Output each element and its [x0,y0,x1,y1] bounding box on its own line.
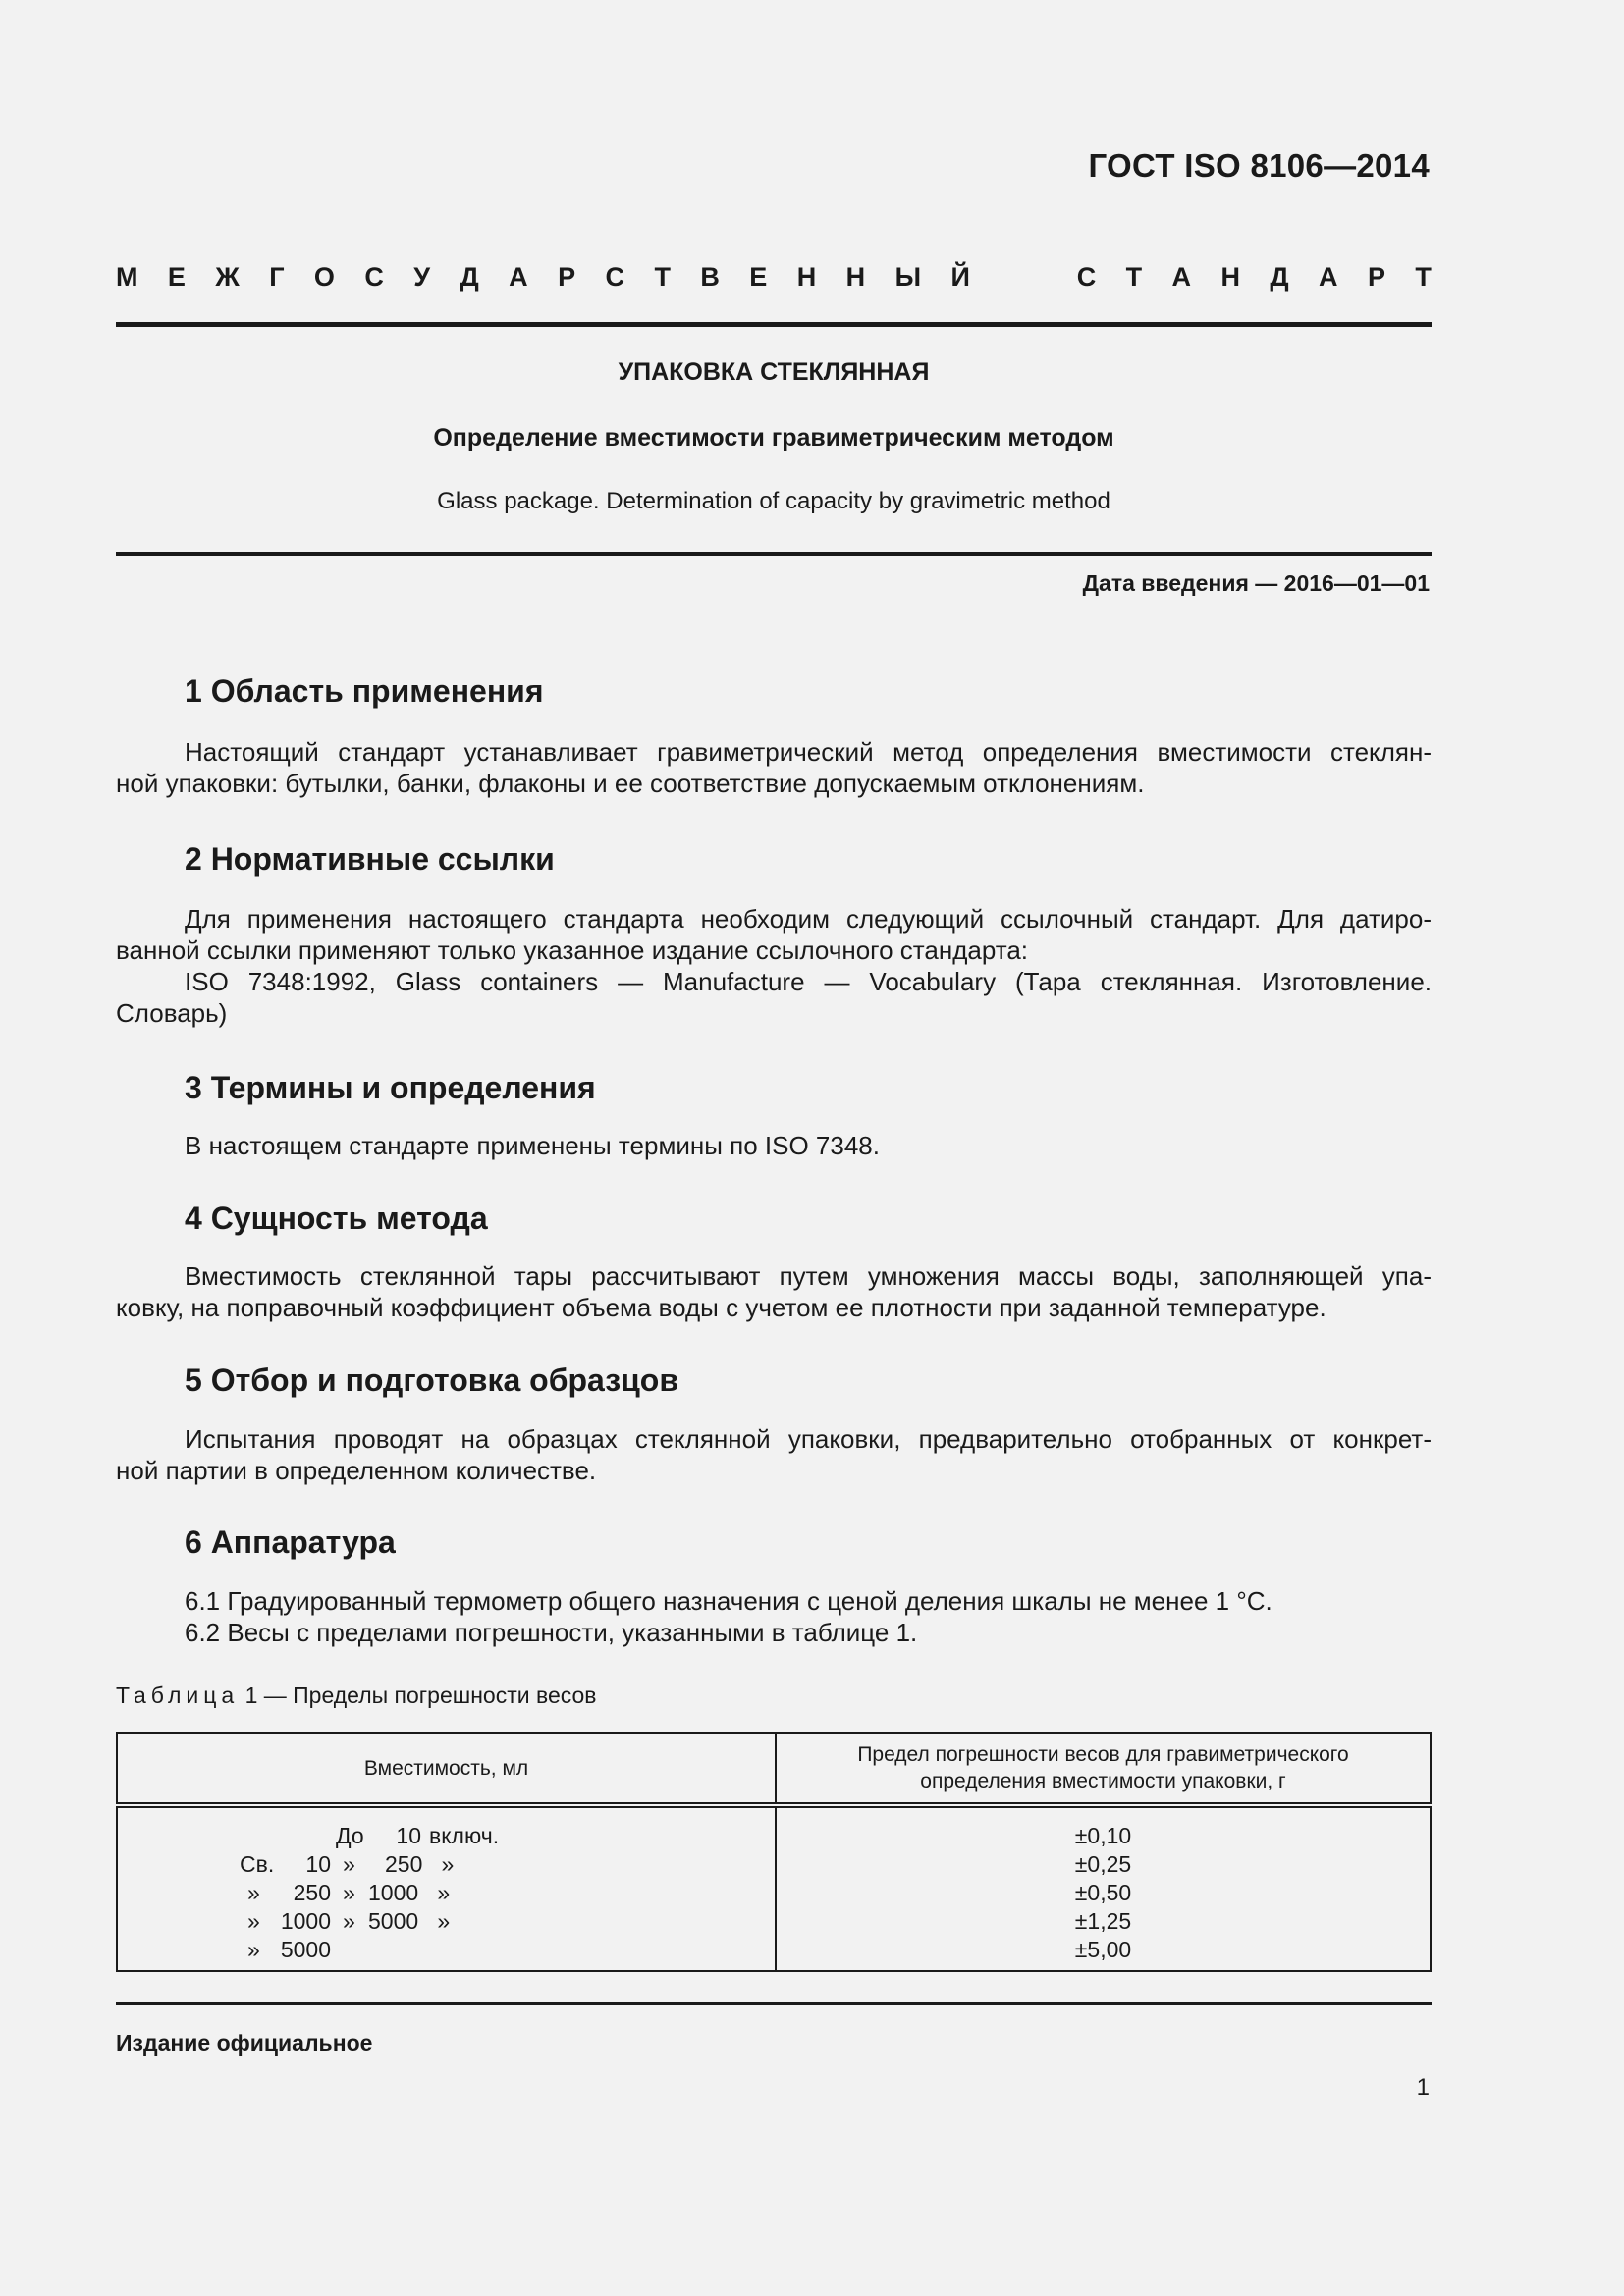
section-2-line-2: ванной ссылки применяют только указанное издание ссылочного стандарта: [116,935,1029,965]
section-2-text [116,903,1432,1029]
section-5-heading: 5 Отбор и подготовка образцов [185,1362,678,1398]
section-1-line-2: ной упаковки: бутылки, банки, флаконы и ее соответствие допускаемым отклонениям. [116,769,1145,798]
section-5-text [116,1423,1432,1486]
section-6-heading: 6 Аппаратура [185,1524,396,1560]
banner-letter: Й [950,262,970,292]
section-6-text [116,1585,1432,1648]
banner-letter: Ы [894,262,922,292]
capacity-value: » [343,1908,355,1934]
banner-letter: Т [654,262,671,292]
banner-letter: А [509,262,528,292]
capacity-value: 5000 [280,1937,331,1962]
capacity-value: 10 [305,1851,331,1877]
capacity-ranges [118,1808,775,1964]
banner-letter: Т [1415,262,1432,292]
capacity-row [118,1907,775,1936]
table-caption-text: 1 — Пределы погрешности весов [239,1682,597,1708]
section-1-line-1: Настоящий стандарт устанавливает гравиметрический метод определения вместимости стеклян- [185,737,1432,767]
capacity-value: 10 [396,1823,421,1848]
capacity-value: 5000 » [368,1908,451,1934]
section-4-heading: 4 Сущность метода [185,1201,488,1236]
tolerance-value: ±5,00 [1074,1937,1132,1962]
capacity-value: 250 » [385,1851,455,1877]
capacity-value: 250 [293,1880,331,1905]
banner-letter: С [1076,262,1097,292]
section-3-line-1: В настоящем стандарте применены термины по ISO 7348. [185,1131,880,1160]
banner-letter: С [364,262,384,292]
capacity-row [118,1936,775,1964]
page-number: 1 [1416,2074,1430,2101]
tolerance-value: ±0,25 [1074,1851,1132,1877]
section-2-heading: 2 Нормативные ссылки [185,841,555,877]
banner-letter: Ж [215,262,240,292]
tolerance-values [777,1808,1430,1964]
capacity-value: » [247,1937,260,1962]
banner-letter: Г [269,262,285,292]
table-header-capacity: Вместимость, мл [117,1733,776,1805]
banner-letter: О [313,262,335,292]
section-4-text [116,1260,1432,1323]
official-edition-label: Издание официальное [116,2030,373,2056]
capacity-value: » [343,1880,355,1905]
title-rule [116,552,1432,556]
section-4-line-2: ковку, на поправочный коэффициент объема воды с учетом ее плотности при заданной температуре. [116,1293,1326,1322]
capacity-row [118,1850,775,1879]
table-header-tolerance-line-2: определения вместимости упаковки, г [920,1770,1286,1792]
banner-letter: Д [460,262,479,292]
table-header-row [117,1733,1431,1805]
banner-letter: Р [1367,262,1385,292]
banner-letter: Н [1220,262,1240,292]
tolerance-value: ±0,10 [1074,1823,1132,1848]
table-header-tolerance-line-1: Предел погрешности весов для гравиметрического [857,1743,1349,1766]
table-capacity-cell [117,1805,776,1971]
introduction-date: Дата введения — 2016—01—01 [1082,570,1430,596]
capacity-value: До [336,1823,364,1848]
document-title-english: Glass package. Determination of capacity by gravimetric method [437,488,1110,514]
document-title: УПАКОВКА СТЕКЛЯННАЯ [618,358,930,386]
table-tolerance-cell [776,1805,1431,1971]
capacity-value: » [247,1880,260,1905]
section-3-heading: 3 Термины и определения [185,1070,596,1105]
banner-letter: Д [1270,262,1289,292]
banner-letter: А [1171,262,1192,292]
document-code: ГОСТ ISO 8106—2014 [1088,147,1430,184]
section-1-heading: 1 Область применения [185,673,544,709]
capacity-value: » [247,1908,260,1934]
section-3-text [116,1130,1432,1161]
banner-letter: У [413,262,431,292]
section-2-line-4: Словарь) [116,998,228,1028]
capacity-value: » [343,1851,355,1877]
section-5-line-2: ной партии в определенном количестве. [116,1456,597,1485]
capacity-value: включ. [429,1823,500,1848]
section-1-text [116,736,1432,799]
interstate-standard-banner [116,262,1432,293]
table-header-tolerance [776,1733,1431,1805]
banner-letter: В [700,262,720,292]
tolerance-value: ±1,25 [1074,1908,1132,1934]
banner-letter: Е [749,262,768,292]
section-6-item-2: 6.2 Весы с пределами погрешности, указанными в таблице 1. [185,1618,918,1647]
table-1-caption [116,1682,597,1709]
banner-letter: Е [167,262,186,292]
section-2-reference: ISO 7348:1992, Glass containers — Manufacture — Vocabulary (Тара стеклянная. Изготовление. [185,967,1432,996]
document-subtitle: Определение вместимости гравиметрическим методом [433,424,1114,452]
banner-letter: М [116,262,138,292]
banner-letter: Т [1125,262,1143,292]
section-5-line-1: Испытания проводят на образцах стеклянной упаковки, предварительно отобранных от конкрет- [185,1424,1432,1454]
banner-letter: Н [796,262,817,292]
table-1 [116,1732,1432,1972]
capacity-row [118,1879,775,1907]
footer-rule [116,2002,1432,2005]
capacity-value: Св. [240,1851,275,1877]
top-rule [116,322,1432,327]
tolerance-value: ±0,50 [1074,1880,1132,1905]
section-6-item-1: 6.1 Градуированный термометр общего назначения с ценой деления шкалы не менее 1 °С. [185,1586,1272,1616]
capacity-value: 1000 » [368,1880,451,1905]
banner-letter: Р [558,262,576,292]
table-caption-label: Таблица [116,1682,240,1708]
banner-letter: Н [845,262,866,292]
banner-gap [1000,262,1047,293]
table-body-row [117,1805,1431,1971]
capacity-value: 1000 [280,1908,331,1934]
banner-letter: С [605,262,625,292]
banner-letter: А [1319,262,1338,292]
capacity-row [118,1822,775,1850]
section-4-line-1: Вместимость стеклянной тары рассчитывают путем умножения массы воды, заполняющей упа- [185,1261,1432,1291]
section-2-line-1: Для применения настоящего стандарта необходим следующий ссылочный стандарт. Для датиро- [185,904,1432,934]
